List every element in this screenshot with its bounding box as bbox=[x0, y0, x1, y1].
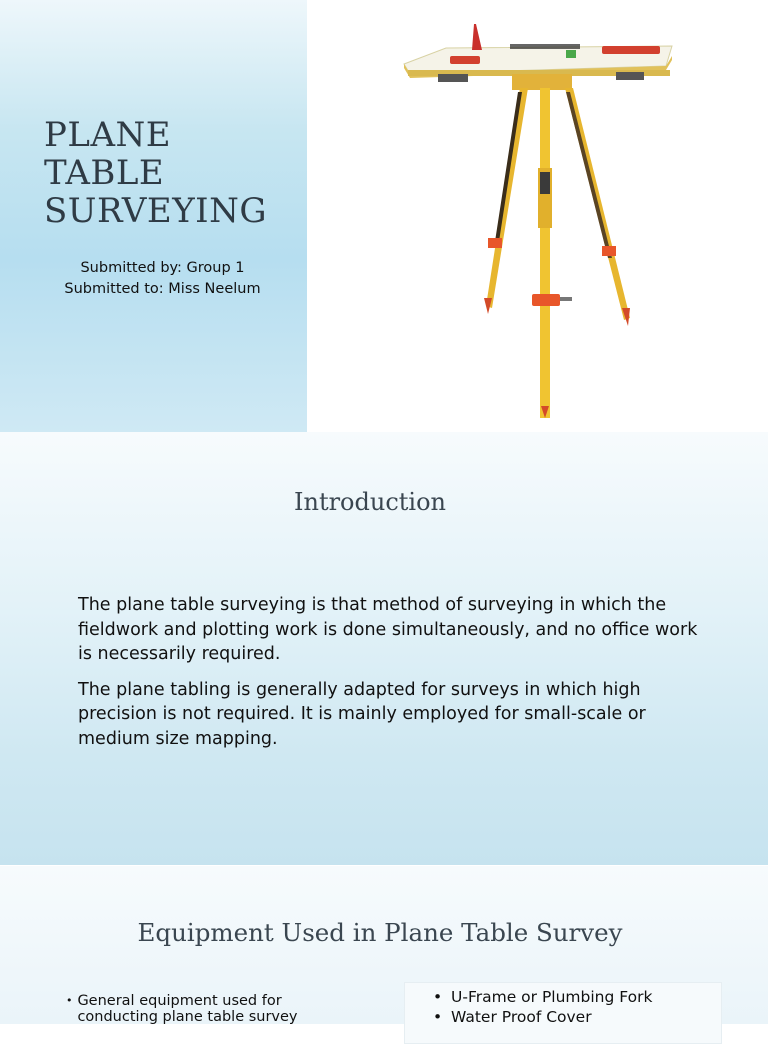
list-item bbox=[433, 987, 721, 1007]
submission-info bbox=[0, 258, 325, 300]
submitted-to: Submitted to: Miss Neelum bbox=[64, 281, 261, 297]
equipment-slide bbox=[0, 866, 768, 1024]
bullet-icon: • bbox=[433, 1008, 443, 1026]
bullet-icon: • bbox=[433, 988, 443, 1006]
title-panel bbox=[0, 0, 307, 432]
introduction-slide bbox=[0, 432, 768, 865]
list-item bbox=[66, 993, 366, 1025]
introduction-paragraph-1: The plane table surveying is that method of surveying in which the fieldwork and plotting work is done simultaneously, and no office work is necessarily required. bbox=[78, 595, 698, 664]
title-line-1: PLANE TABLE bbox=[44, 115, 172, 193]
equipment-left-list bbox=[66, 993, 366, 1025]
list-item bbox=[433, 1007, 721, 1027]
bullet-icon: • bbox=[66, 994, 73, 1007]
title-slide bbox=[0, 0, 768, 432]
slide-title bbox=[44, 116, 299, 230]
introduction-body bbox=[78, 593, 708, 762]
submitted-by: Submitted by: Group 1 bbox=[80, 260, 245, 276]
introduction-paragraph-2: The plane tabling is generally adapted for surveys in which high precision is not required. It is mainly employed for small-scale or medium size mapping. bbox=[78, 679, 646, 749]
list-item-text: General equipment used for conducting plane table survey bbox=[77, 993, 298, 1025]
title-line-2: SURVEYING bbox=[44, 191, 267, 231]
introduction-title: Introduction bbox=[294, 488, 446, 516]
equipment-right-list bbox=[404, 982, 722, 1044]
equipment-title: Equipment Used in Plane Table Survey bbox=[137, 918, 623, 947]
list-item-text: U-Frame or Plumbing Fork bbox=[451, 988, 653, 1006]
plane-table-tripod-image bbox=[390, 8, 690, 428]
list-item-text: Water Proof Cover bbox=[451, 1008, 592, 1026]
